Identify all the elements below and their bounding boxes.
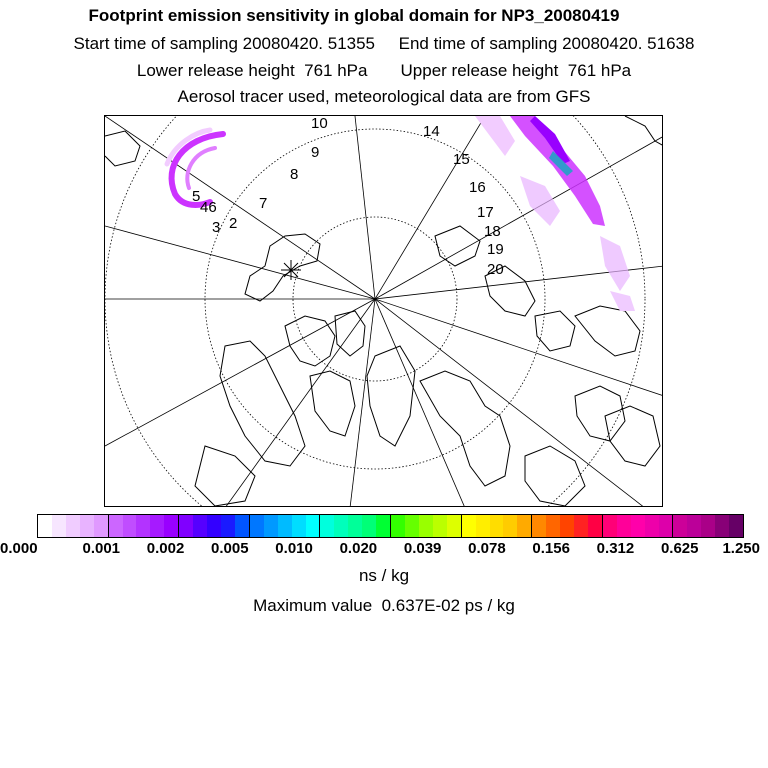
plume-northeast — [475, 116, 635, 311]
meridian-line — [375, 299, 663, 396]
trajectory-label: 18 — [484, 223, 501, 240]
colorbar-cell — [292, 515, 306, 537]
trajectory-label: 17 — [477, 204, 494, 221]
colorbar-cell — [391, 515, 405, 537]
colorbar-tick-label: 0.005 — [211, 540, 249, 557]
colorbar-cell — [207, 515, 221, 537]
colorbar-cell — [503, 515, 517, 537]
colorbar-unit: ns / kg — [358, 566, 410, 585]
colorbar-tick-label: 0.039 — [403, 540, 442, 557]
colorbar-tick-label: 0.078 — [468, 540, 506, 557]
trajectory-label: 7 — [259, 195, 268, 212]
colorbar-tick-label: 0.010 — [275, 540, 313, 557]
colorbar-cell — [136, 515, 150, 537]
plume-band-faint — [475, 116, 515, 156]
colorbar-cell — [334, 515, 348, 537]
coastline-greenland — [367, 346, 415, 446]
colorbar-cell — [532, 515, 546, 537]
colorbar-cell — [419, 515, 433, 537]
meridian-line — [355, 116, 375, 299]
colorbar-cell — [631, 515, 645, 537]
colorbar-cell — [66, 515, 80, 537]
colorbar-cell — [617, 515, 631, 537]
colorbar-cell — [645, 515, 659, 537]
colorbar-cell — [376, 515, 391, 537]
meridian-line — [375, 299, 645, 507]
colorbar-cell — [150, 515, 164, 537]
coastline-siberia — [435, 226, 480, 266]
meridian-line — [375, 299, 465, 507]
colorbar-cell — [462, 515, 476, 537]
colorbar-cell — [603, 515, 617, 537]
colorbar-cell — [729, 515, 743, 537]
trajectory-label: 20 — [487, 261, 504, 278]
coastline-russia — [535, 311, 575, 351]
colorbar-tick-label: 0.312 — [596, 540, 635, 557]
coastline-north-atlantic — [420, 371, 510, 486]
colorbar-tick-label: 0.625 — [660, 540, 699, 557]
colorbar-cell — [574, 515, 588, 537]
colorbar-cell — [179, 515, 193, 537]
colorbar-cell — [490, 515, 504, 537]
colorbar-cell — [123, 515, 137, 537]
meridian-line — [105, 299, 375, 446]
colorbar-cell — [38, 515, 52, 537]
colorbar-cell — [701, 515, 715, 537]
trajectory-label: 8 — [290, 166, 299, 183]
plume-band-faint — [600, 236, 630, 291]
colorbar-cell — [673, 515, 687, 537]
trajectory-label: 5 — [192, 188, 201, 205]
colorbar-cell — [109, 515, 123, 537]
trajectory-label: 10 — [311, 116, 328, 132]
coastline-east-russia — [575, 306, 640, 356]
coastline-svalbard — [285, 316, 335, 366]
plume-band-faint — [520, 176, 560, 226]
release-marker-asterisk-icon — [281, 260, 301, 280]
colorbar-cell — [517, 515, 532, 537]
maximum-value-text: Maximum value 0.637E-02 ps / kg — [253, 596, 515, 615]
meridian-line — [225, 299, 375, 507]
coastline-alaska — [195, 446, 255, 506]
colorbar-cell — [405, 515, 419, 537]
colorbar-cell — [80, 515, 94, 537]
colorbar-cell — [546, 515, 560, 537]
meridian-line — [350, 299, 375, 507]
release-height-line: Lower release height 761 hPa Upper release height 761 hPa — [136, 61, 632, 80]
colorbar-cell — [235, 515, 250, 537]
coastline-scandinavia — [575, 386, 625, 441]
colorbar-cell — [278, 515, 292, 537]
trajectory-label: 9 — [311, 144, 320, 161]
coastline-europe — [245, 234, 320, 301]
meridian-line — [105, 116, 375, 299]
colorbar-cell — [250, 515, 264, 537]
colorbar-tick-labels — [0, 538, 768, 562]
trajectory-label: 15 — [453, 151, 470, 168]
colorbar-tick-label: 1.250 — [722, 540, 760, 557]
trajectory-label: 2 — [229, 215, 238, 232]
colorbar-cell — [193, 515, 207, 537]
coastline-canada-west — [220, 341, 305, 466]
colorbar-cell — [94, 515, 109, 537]
tracer-info-line: Aerosol tracer used, meteorological data are from GFS — [177, 87, 591, 106]
sampling-time-line: Start time of sampling 20080420. 51355 End time of sampling 20080420. 51638 — [73, 34, 695, 53]
colorbar-cell — [264, 515, 278, 537]
colorbar-cell — [164, 515, 179, 537]
meridian-line — [375, 116, 485, 299]
colorbar-cell — [433, 515, 447, 537]
colorbar-cell — [221, 515, 235, 537]
colorbar-cell — [588, 515, 603, 537]
footprint-map — [104, 115, 663, 507]
trajectory-label: 14 — [423, 123, 440, 140]
colorbar-cell — [306, 515, 321, 537]
colorbar-cell — [560, 515, 574, 537]
colorbar-tick-label: 0.000 — [0, 540, 38, 557]
colorbar-cell — [687, 515, 701, 537]
trajectory-label: 46 — [200, 199, 217, 216]
colorbar-cell — [320, 515, 334, 537]
colorbar-tick-label: 0.020 — [339, 540, 378, 557]
colorbar-cell — [52, 515, 66, 537]
trajectory-label: 16 — [469, 179, 486, 196]
trajectory-labels — [192, 116, 504, 278]
colorbar-cell — [715, 515, 729, 537]
colorbar-cell — [476, 515, 490, 537]
colorbar-cell — [348, 515, 362, 537]
plume-band-faint — [610, 291, 635, 311]
colorbar-tick-label: 0.002 — [146, 540, 185, 557]
coastline-corner-east — [625, 116, 663, 146]
map-title: Footprint emission sensitivity in global domain for NP3_20080419 — [88, 6, 620, 25]
colorbar-cell — [659, 515, 674, 537]
colorbar-tick-label: 0.001 — [82, 540, 121, 557]
trajectory-label: 3 — [212, 219, 221, 236]
map-canvas — [105, 116, 663, 507]
colorbar-tick-label: 0.156 — [532, 540, 570, 557]
meridian-line — [105, 226, 375, 299]
colorbar-cell — [362, 515, 376, 537]
colorbar-cell — [447, 515, 462, 537]
trajectory-label: 19 — [487, 241, 504, 258]
plume-arc-inner — [187, 148, 215, 188]
colorbar — [37, 514, 744, 538]
